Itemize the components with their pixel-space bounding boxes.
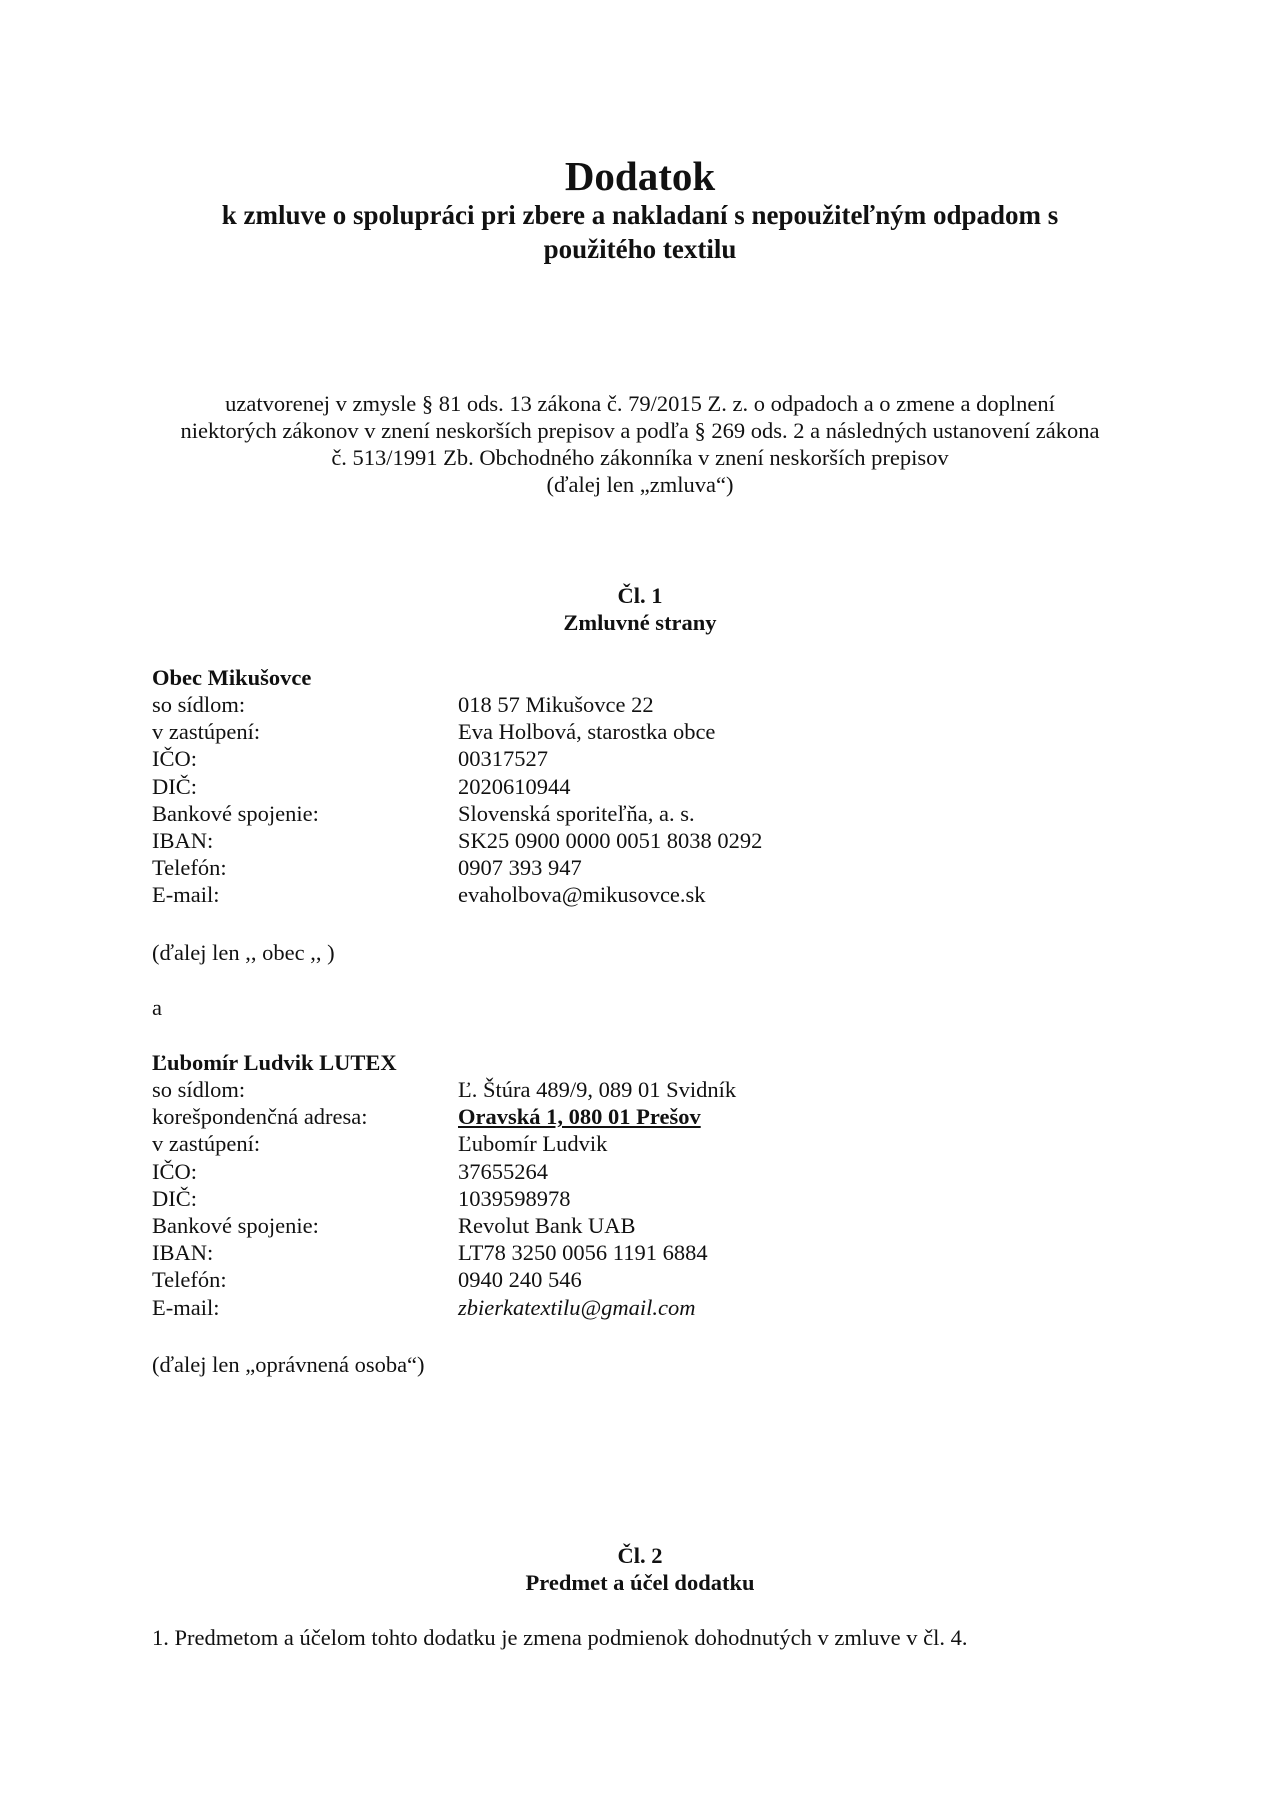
party2-row-ico — [152, 1158, 1152, 1185]
row-label: IČO: — [152, 1158, 197, 1184]
row-label: E-mail: — [152, 1294, 220, 1320]
row-value: LT78 3250 0056 1191 6884 — [458, 1240, 708, 1266]
party1-row-email — [152, 881, 1152, 908]
party2-row-seat — [152, 1076, 1152, 1103]
preamble-line1: uzatvorenej v zmysle § 81 ods. 13 zákona č. 79/2015 Z. z. o odpadoch a o zmene a doplnení — [225, 391, 1055, 416]
article2-heading: Predmet a účel dodatku — [525, 1570, 755, 1595]
party2-row-correspondence-address — [152, 1103, 1152, 1130]
row-label: so sídlom: — [152, 692, 246, 717]
party1-alias: (ďalej len ,, obec ,, ) — [152, 940, 335, 965]
party1-row-seat — [152, 691, 1152, 718]
parties-connector: a — [152, 995, 162, 1020]
row-value: Revolut Bank UAB — [458, 1212, 636, 1238]
article2-paragraph1: 1. Predmetom a účelom tohto dodatku je zmena podmienok dohodnutých v zmluve v čl. 4. — [152, 1625, 968, 1650]
party2-alias: (ďalej len „oprávnená osoba“) — [152, 1352, 425, 1377]
row-label: Telefón: — [152, 855, 227, 881]
party1-row-phone — [152, 854, 1152, 881]
row-label: IBAN: — [152, 1240, 214, 1266]
preamble-line4: (ďalej len „zmluva“) — [546, 472, 734, 497]
row-value: 2020610944 — [458, 773, 571, 799]
row-value: evaholbova@mikusovce.sk — [458, 882, 706, 908]
article1-number: Čl. 1 — [617, 583, 663, 608]
article2-number: Čl. 2 — [617, 1543, 663, 1568]
party2-name: Ľubomír Ludvik LUTEX — [152, 1050, 397, 1075]
row-label: IBAN: — [152, 827, 214, 853]
row-value: 018 57 Mikušovce 22 — [458, 692, 654, 717]
row-value: Ľubomír Ludvik — [458, 1131, 608, 1157]
party2-details — [152, 1076, 1152, 1321]
row-label: IČO: — [152, 746, 197, 772]
preamble-line2: niektorých zákonov v znení neskorších prepisov a podľa § 269 ods. 2 a následných ustanovení zákona — [180, 418, 1100, 443]
row-label: v zastúpení: — [152, 1131, 261, 1157]
row-value: 0907 393 947 — [458, 855, 582, 881]
party2-row-representative — [152, 1130, 1152, 1157]
article1-heading: Zmluvné strany — [563, 610, 717, 635]
party1-name: Obec Mikušovce — [152, 665, 312, 690]
party2-row-dic — [152, 1185, 1152, 1212]
row-value: 37655264 — [458, 1158, 548, 1184]
row-value: Oravská 1, 080 01 Prešov — [458, 1104, 701, 1130]
row-value: zbierkatextilu@gmail.com — [458, 1294, 696, 1320]
row-label: Bankové spojenie: — [152, 800, 319, 826]
party1-details — [152, 691, 1152, 909]
row-label: Telefón: — [152, 1267, 227, 1293]
party2-row-email — [152, 1294, 1152, 1321]
row-label: v zastúpení: — [152, 719, 261, 745]
row-label: E-mail: — [152, 882, 220, 908]
party1-row-bank — [152, 800, 1152, 827]
row-value: 00317527 — [458, 746, 548, 772]
document-subtitle-line1: k zmluve o spolupráci pri zbere a nakladaní s nepoužiteľným odpadom s — [221, 200, 1059, 230]
party1-row-representative — [152, 718, 1152, 745]
row-value: Ľ. Štúra 489/9, 089 01 Svidník — [458, 1077, 737, 1102]
row-label: korešpondenčná adresa: — [152, 1104, 368, 1130]
row-value: Eva Holbová, starostka obce — [458, 719, 716, 745]
row-value: 0940 240 546 — [458, 1267, 582, 1293]
party1-row-iban — [152, 827, 1152, 854]
party2-row-bank — [152, 1212, 1152, 1239]
party2-row-iban — [152, 1239, 1152, 1266]
party2-row-phone — [152, 1266, 1152, 1293]
row-label: DIČ: — [152, 1185, 197, 1211]
party1-row-dic — [152, 773, 1152, 800]
row-value: Slovenská sporiteľňa, a. s. — [458, 800, 695, 826]
party1-row-ico — [152, 745, 1152, 772]
preamble-line3: č. 513/1991 Zb. Obchodného zákonníka v znení neskorších prepisov — [331, 445, 949, 470]
row-label: DIČ: — [152, 773, 197, 799]
document-title: Dodatok — [564, 153, 716, 199]
row-value: 1039598978 — [458, 1185, 571, 1211]
row-label: so sídlom: — [152, 1077, 246, 1102]
row-label: Bankové spojenie: — [152, 1212, 319, 1238]
row-value: SK25 0900 0000 0051 8038 0292 — [458, 827, 763, 853]
document-subtitle-line2: použitého textilu — [543, 234, 737, 264]
